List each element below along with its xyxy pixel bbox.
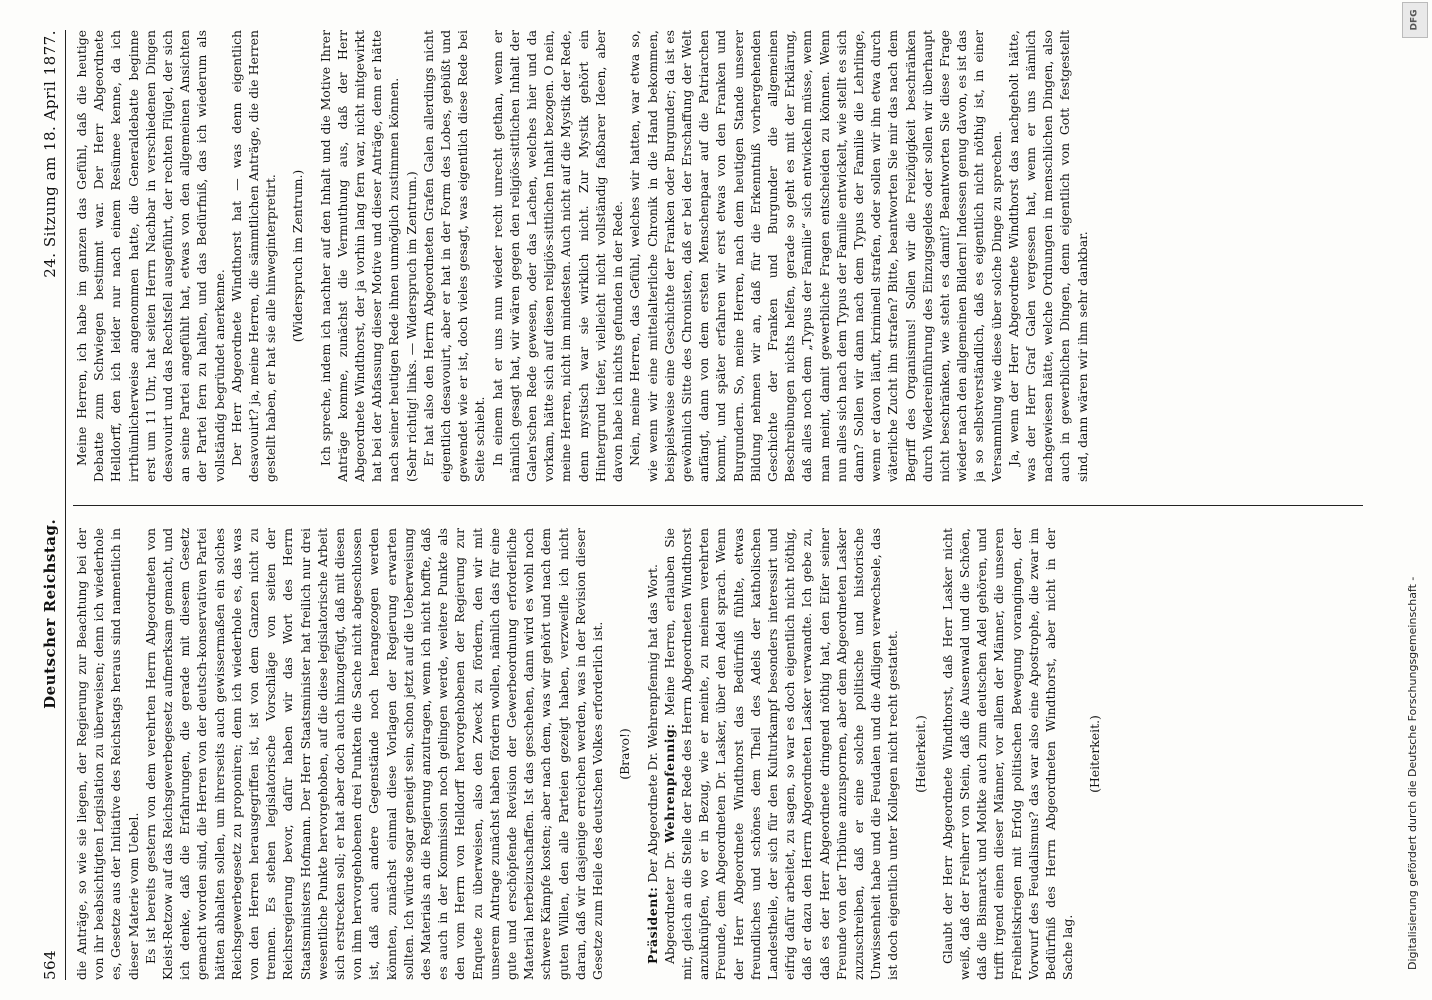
laughter-note: (Heiterkeit.) [1087, 715, 1103, 793]
page-number: 564 [41, 949, 59, 980]
credit-text: Digitalisierung gefördert durch die Deutsche Forschungsgemeinschaft - [1406, 576, 1419, 970]
session-title: 24. Sitzung am 18. April 1877. [41, 30, 59, 278]
interjection-note: (Sehr richtig! links. — Widerspruch im Zentrum.) [403, 171, 419, 482]
paragraph: Nein, meine Herren, das Gefühl, welches wir hatten, war etwa so, wie wenn wir eine mittelalterliche Chronik in die Hand bekommen, beispielsweise eine Geschichte der Franken oder Burgunder; da ist es gewöhnlich Sitte des Chronisten, daß er bei der Erschaffung der Welt anfängt, dann von dem ersten Menschenpaar auf die Patriarchen kommt, und später erfahren wir erst etwas von den Franken und Burgundern. So, meine Herren, nach dem heutigen Stande unserer Bildung nehmen wir an, daß für die Erkenntniß vorhergehenden Geschichte der Franken und Burgunder die allgemeinen Beschreibungen nichts helfen, gerade so geht es mit der Erklärung, daß alles noch dem „Typus der Familie“ sich entwickeln müsse, wenn man meint, damit gewerbliche Fragen entscheiden zu können. Wenn nun alles sich nach dem Typus der Familie entwickelt, wie stellt es sich dann? Sollen wir dann nach dem Typus der Familie die Lehrlinge, wenn er davon läuft, kriminell strafen, oder sollen wir ihn etwa durch väterliche Zucht ihn strafen? Bitte, beantworten Sie mir das nach dem Begriff des Organismus! Sollen wir die Freizügigkeit beschränken durch Wiedereinführung des Einzugsgeldes oder sollen wir überhaupt nicht beschränken, wie steht es damit? Beantworten Sie diese Frage wieder nach den allgemeinen Bildern! Indessen genug davon, es ist das ja so selbstverständlich, daß es eigentlich nicht nöthig ist, in einer Versammlung wie diese über solche Dinge zu sprechen. [627, 30, 1004, 482]
applause-note: (Bravo!) [617, 728, 633, 780]
column-divider [73, 505, 1363, 506]
page-header [35, 30, 66, 980]
paragraph: Er hat also den Herrn Abgeordneten Grafen Galen allerdings nicht eigentlich desavouirt, aber er hat in der Form des Lobes, gebüßt und gewendet wie er ist, doch vieles gesagt, was eigentlich diese Rede bei Seite schiebt. [420, 30, 488, 482]
paragraph: Ich spreche, indem ich nachher auf den Inhalt und die Motive Ihrer Anträge komme, zunächst die Vermuthung aus, daß der Herr Abgeordnete Windthorst, der ja vorhin lang fern war, nicht mitgewirkt hat bei der Abfassung dieser Motive und dieser Anträge, denn er hätte nach seiner heutigen Rede ihnen unmöglich zustimmen können. [317, 30, 402, 482]
text-columns [73, 30, 1373, 980]
rotated-print-area [35, 30, 1375, 980]
speaker-name: Wehrenpfennig: [661, 723, 677, 843]
paragraph: Der Herr Abgeordnete Windthorst hat — was denn eigentlich desavouirt? ja, meine Herren, die sämmtlichen Anträge, die die Herren gestellt haben, er hat sie alle hinweginterpretirt. [228, 30, 279, 482]
laughter-note: (Heiterkeit.) [912, 715, 928, 793]
right-column [73, 30, 1363, 482]
president-paragraph [644, 528, 661, 980]
speaker-intro: Abgeordneter Dr. [661, 850, 677, 964]
speaker-text: Meine Herren, erlauben Sie mir, gleich an die Stelle der Rede des Herrn Abgeordneten Windthorst anzuknüpfen, wo er in Bezug, wie er meinte, zu meinem verehrten Freunde, dem Abgeordneten Dr. Lasker, über den Adel sprach. Wenn der Herr Abgeordnete Windthorst das Bedürfniß fühlte, etwas freundliches und schönes dem Theil des Adels der katholischen Landestheile, der sich für den Kulturkampf besonders interessirt und eifrig dafür arbeitet, zu sagen, so war es doch eigentlich nicht nöthig, daß er dazu den Herrn Abgeordneten Lasker verwandte. Ich gebe zu, daß es der Herr Abgeordnete dringend nöthig hat, den Eifer seiner Freunde von der Tribüne anzuspornen, aber dem Abgeordneten Lasker zuzuschreiben, daß er eine solche politische und historische Unwissenheit habe und die Feudalen und die Adligen verwechsele, das ist doch eigentlich unter Kollegen nicht recht gestattet. [661, 528, 901, 980]
paragraph: Glaubt der Herr Abgeordnete Windthorst, daß Herr Lasker nicht weiß, daß der Freiherr von Stein, daß die Ausenwald und die Schöen, daß die Bismarck und Moltke auch zum deutschen Adel gehören, und trifft irgend einen dieser Männer, vor allem der Männer, die unseren Freiheitskriegen mit Erfolg politischen Bewegung vorangingen, der Vorwurf des Feudalismus? das war also eine Apostrophe, die zwar im Bedürfniß des Herrn Abgeordneten Windthorst, aber nicht in der Sache lag. [939, 528, 1076, 980]
paragraph: Meine Herren, ich habe im ganzen das Gefühl, daß die heutige Debatte zum Schwiegen bestimmt war. Der Herr Abgeordnete Helldorff, den ich leider nur nach einem Resümee kenne, da ich irrthümlicherweise angenommen hatte, die Generaldebatte beginne erst um 11 Uhr, hat seiten Herrn Nachbar in verschiedenen Dingen desavouirt und das Rechtsfell ausgeführt, der rechten Flügel, der sich an seine Partei angefühlt hat, etwas von den allgemeinen Ansichten der Partei fern zu halten, und das Bedürfniß, das ich wiederum als vollständig begründet anerkenne. [74, 30, 227, 482]
dfg-logo [1402, 2, 1428, 38]
president-label: Präsident: [644, 886, 660, 964]
paragraph: die Anträge, so wie sie liegen, der Regierung zur Beachtung bei der von ihr beabsichtigten Legislation zu überweisen; denn ich wiederhole es, Gesetze aus der Initiative des Reichstags heraus sind namentlich in dieser Materie vom Uebel. [74, 528, 141, 980]
speaker-paragraph [661, 528, 902, 980]
dfg-logo-text: DFG [1409, 9, 1420, 31]
president-text: Der Abgeordnete Dr. Wehrenpfennig hat das Wort. [644, 564, 660, 883]
publication-title: Deutscher Reichstag. [41, 518, 59, 709]
digitization-credit [1406, 40, 1426, 970]
paragraph: Es ist bereits gestern von dem verehrten Herrn Abgeordneten von Kleist-Retzow auf das Reichsgewerbegesetz aufmerksam gemacht, und ich denke, daß die Erfahrungen, die gerade mit diesem Gesetz gemacht worden sind, die Herren von der deutsch-konservativen Partei hätten abhalten sollen, um ihrerseits auch gewissermaßen ein solches Reichsgewerbegesetz zu proponiren; denn ich wiederhole es, das was von den Herren herausgegriffen ist, ist von dem Ganzen nicht zu trennen. Es stehen legislatorische Vorschläge von seiten der Reichsregierung bevor, dafür haben wir das Wort des Herrn Staatsministers Hofmann. Der Herr Staatsminister hat freilich nur drei wesentliche Punkte hervorgehoben, auf die diese legislatorische Arbeit sich erstrecken soll; er hat aber doch auch hinzugefügt, daß mit diesen von ihm hervorgehobenen drei Punkten die Sache nicht abgeschlossen ist, daß auch andere Gegenstände noch herangezogen werden könnten, zunächst einmal diese Vorlagen der Regierung erwarten sollten. Ich würde sogar geneigt sein, schon jetzt auf die Ueberweisung des Materials an die Regierung anzutragen, wenn ich nicht hoffte, daß es auch in der Kommission noch gelingen werde, weitere Punkte als den vom Herrn von Helldorff hervorgehobenen der Regierung zur Enquete zu überweisen, also den Zweck zu fördern, den wir mit unserem Antrage zunächst haben fördern wollen, nämlich das für eine gute und erschöpfende Revision der Gewerbeordnung erforderliche Material herbeizuschaffen. Ist das geschehen, dann wird es wohl noch schwere Kämpfe kosten; aber nach dem, was wir gehört und nach dem guten Willen, den alle Parteien gezeigt haben, verzweifle ich nicht daran, daß wir dasjenige erreichen werden, was in der Revision dieser Gesetze zum Heile des deutschen Volkes erforderlich ist. [142, 528, 606, 980]
paragraph: In einem hat er uns nun wieder recht unrecht gethan, wenn er nämlich gesagt hat, wir wären gegen den religiös-sittlichen Inhalt der Galen'schen Rede gewesen, oder das Lachen, welches hier und da vorkam, hätte sich auf diesen religiös-sittlichen Inhalt bezogen. O nein, meine Herren, nicht im mindesten. Auch nicht auf die Mystik der Rede, denn mystisch war sie wirklich nicht. Zur Mystik gehört ein Hintergrund tiefer, vielleicht nicht vollständig faßbarer Ideen, aber davon habe ich nichts gefunden in der Rede. [489, 30, 626, 482]
paragraph: Ja, wenn der Herr Abgeordnete Windthorst das nachgeholt hätte, was der Herr Graf Galen vergessen hat, wenn er uns nämlich nachgewiesen hätte, welche Ordnungen in menschlichen Dingen, also auch in gewerblichen Dingen, denn eigentlich von Gott festgestellt sind, dann wären wir ihm sehr dankbar. [1005, 30, 1090, 482]
left-column [73, 528, 1363, 980]
interjection-note: (Widerspruch im Zentrum.) [290, 169, 306, 343]
